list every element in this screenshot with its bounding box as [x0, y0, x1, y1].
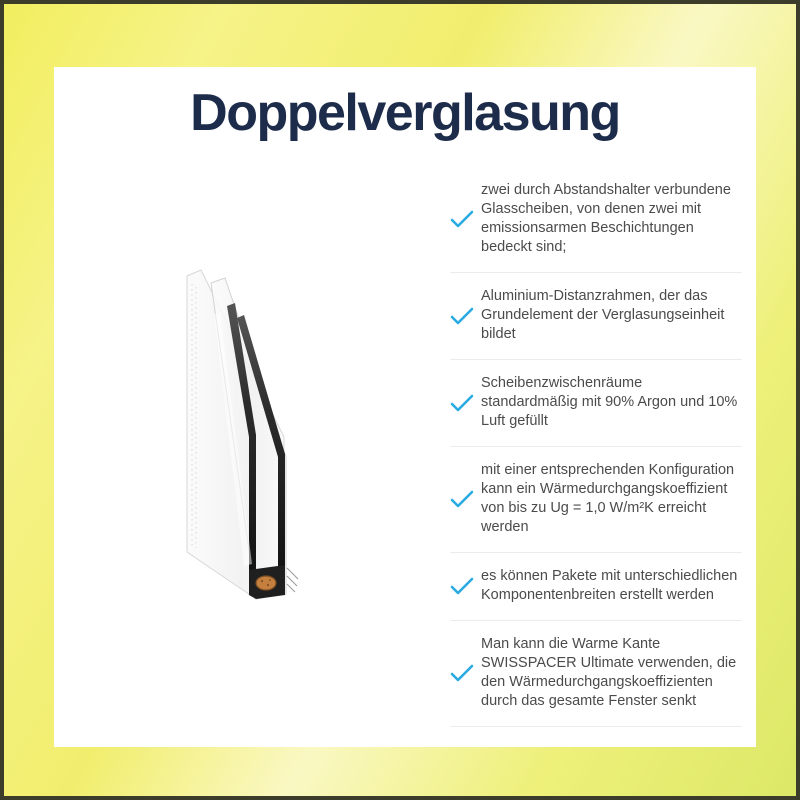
feature-text: Aluminium-Distanzrahmen, der das Grundelement der Verglasungseinheit bildet — [481, 288, 725, 342]
feature-text: Scheibenzwischenräume standardmäßig mit 90% Argon und 10% Luft gefüllt — [481, 375, 738, 429]
feature-text: Man kann die Warme Kante SWISSPACER Ultimate verwenden, die den Wärmedurchgangskoeffizienten durch das gesamte Fenster senkt — [481, 636, 737, 709]
check-icon — [450, 663, 474, 683]
feature-text: mit einer entsprechenden Konfiguration kann ein Wärmedurchgangskoeffizient von bis zu Ug = 1,0 W/m²K erreicht werden — [481, 462, 735, 535]
content-card — [54, 67, 756, 747]
check-icon — [450, 489, 474, 509]
list-item — [450, 621, 742, 727]
check-icon — [450, 306, 474, 326]
check-icon — [450, 393, 474, 413]
list-item — [450, 447, 742, 553]
feature-text: zwei durch Abstandshalter verbundene Glasscheiben, von denen zwei mit emissionsarmen Beschichtungen bedeckt sind; — [481, 182, 731, 255]
double-glazing-icon — [144, 254, 364, 624]
feature-list — [450, 167, 742, 727]
list-item — [450, 360, 742, 447]
check-icon — [450, 209, 474, 229]
page-title: Doppelverglasung — [190, 84, 620, 142]
list-item — [450, 167, 742, 273]
feature-text: es können Pakete mit unterschiedlichen Komponentenbreiten erstellt werden — [481, 568, 738, 603]
check-icon — [450, 576, 474, 596]
glass-unit-illustration — [144, 254, 364, 624]
list-item — [450, 553, 742, 621]
list-item — [450, 273, 742, 360]
